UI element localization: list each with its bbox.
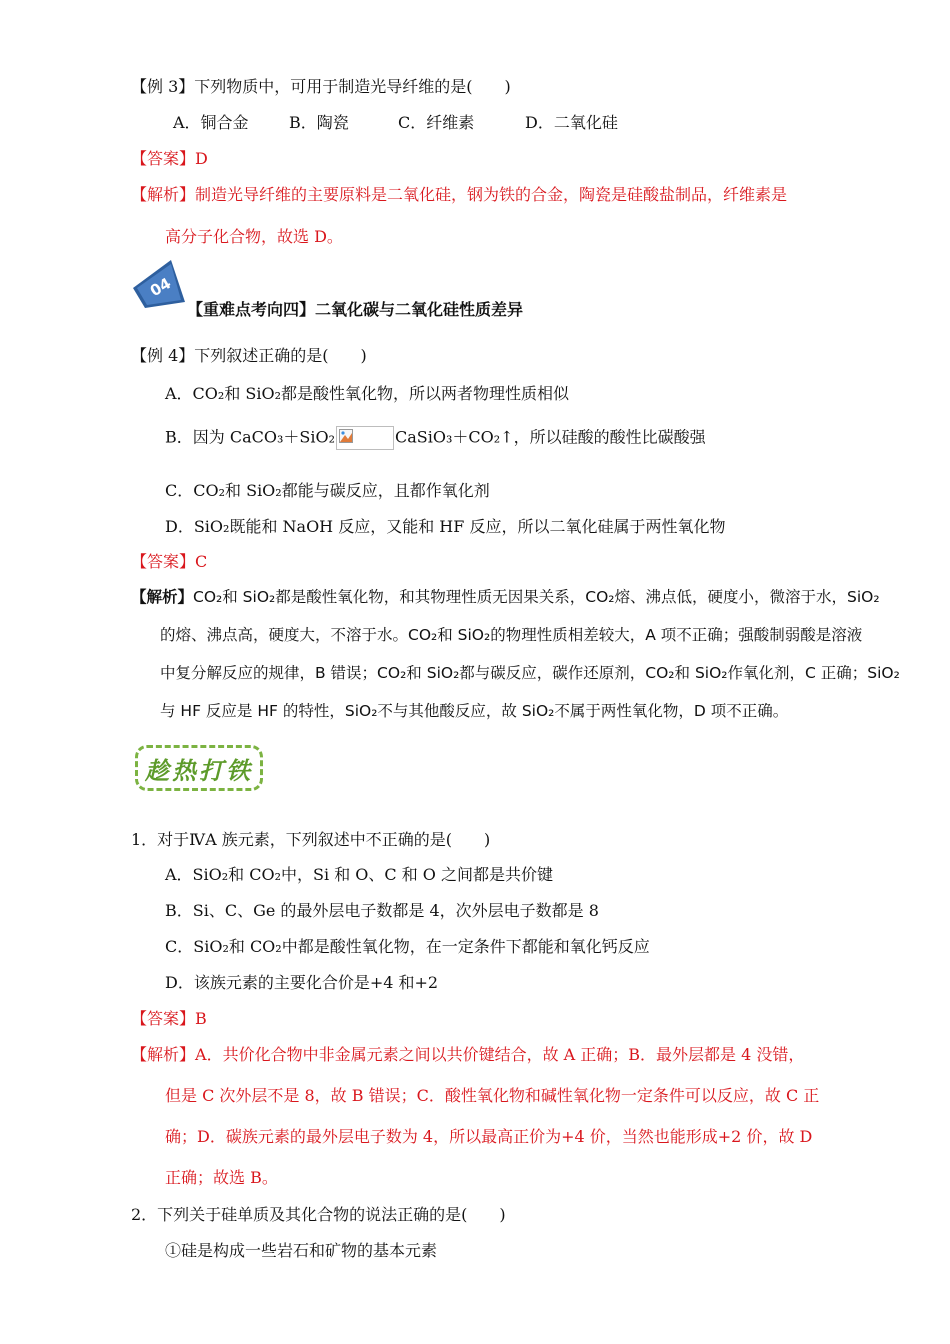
analysis-tag: 【解析】 [131,1045,196,1064]
q2-item-1: ①硅是构成一些岩石和矿物的基本元素 [165,1241,438,1260]
example4-analysis-line1 [131,587,880,607]
analysis-tag: 【解析】 [131,185,196,204]
example4-analysis-line2: 的熔、沸点高，硬度大，不溶于水。CO₂和 SiO₂的物理性质相差较大，A 项不正确；强酸制弱酸是溶液 [160,626,863,644]
analysis-text: 制造光导纤维的主要原料是二氧化硅，钢为铁的合金，陶瓷是硅酸盐制品，纤维素是 [195,185,788,204]
q1-question: 1．对于ⅣA 族元素，下列叙述中不正确的是( ) [131,830,491,849]
q1-analysis-line2: 但是 C 次外层不是 8，故 B 错误；C．酸性氧化物和碱性氧化物一定条件可以反应，故 C 正 [165,1086,820,1105]
example4-option-a: A．CO₂和 SiO₂都是酸性氧化物，所以两者物理性质相似 [165,384,570,403]
example4-analysis-line4: 与 HF 反应是 HF 的特性，SiO₂不与其他酸反应，故 SiO₂不属于两性氧化物，D 项不正确。 [160,702,789,720]
q1-option-b: B．Si、C、Ge 的最外层电子数都是 4，次外层电子数都是 8 [165,901,599,920]
q1-answer: 【答案】B [131,1009,207,1028]
q2-question: 2．下列关于硅单质及其化合物的说法正确的是( ) [131,1205,506,1224]
q1-analysis-line1 [131,1045,804,1065]
example3-option-a: A．铜合金 [173,113,249,132]
section-number-badge [131,258,187,310]
q1-analysis-line4: 正确；故选 B。 [165,1168,278,1187]
example3-option-d: D．二氧化硅 [525,113,618,132]
example3-question: 【例 3】下列物质中，可用于制造光导纤维的是( ) [131,77,511,96]
example4-option-c: C．CO₂和 SiO₂都能与碳反应，且都作氧化剂 [165,481,490,500]
q1-analysis-line3: 确；D．碳族元素的最外层电子数为 4，所以最高正价为+4 价，当然也能形成+2 价，故 D [165,1127,813,1146]
practice-stamp [135,745,263,791]
example3-option-b: B．陶瓷 [289,113,349,132]
badge-number: 04 [146,274,175,301]
q1-option-c: C．SiO₂和 CO₂中都是酸性氧化物，在一定条件下都能和氧化钙反应 [165,937,650,956]
example4-answer: 【答案】C [131,552,208,571]
example3-option-c: C．纤维素 [398,113,475,132]
q1-option-d: D．该族元素的主要化合价是+4 和+2 [165,973,439,992]
broken-image-icon [339,429,353,443]
example3-analysis-line2: 高分子化合物，故选 D。 [165,227,343,246]
example4-question: 【例 4】下列叙述正确的是( ) [131,346,367,365]
option-b-text-post: CaSiO₃＋CO₂↑，所以硅酸的酸性比碳酸强 [395,427,706,447]
analysis-tag: 【解析】 [131,588,194,606]
example4-analysis-line3: 中复分解反应的规律，B 错误；CO₂和 SiO₂都与碳反应，碳作还原剂，CO₂和 SiO₂作氧化剂，C 正确；SiO₂ [160,664,900,682]
example3-analysis [131,185,787,205]
example3-answer: 【答案】D [131,149,208,168]
practice-stamp-text: 趁热打铁 [145,756,253,785]
reaction-condition-image [336,426,394,450]
q1-option-a: A．SiO₂和 CO₂中，Si 和 O、C 和 O 之间都是共价键 [165,865,554,884]
section-title: 【重难点考向四】二氧化碳与二氧化硅性质差异 [187,300,524,319]
analysis-text: A．共价化合物中非金属元素之间以共价键结合，故 A 正确；B．最外层都是 4 没错， [195,1045,805,1064]
example4-option-d: D．SiO₂既能和 NaOH 反应，又能和 HF 反应，所以二氧化硅属于两性氧化物 [165,517,726,536]
option-b-text-pre: B．因为 CaCO₃＋SiO₂ [165,427,336,447]
analysis-text: CO₂和 SiO₂都是酸性氧化物，和其物理性质无因果关系，CO₂熔、沸点低，硬度小，微溶于水，SiO₂ [193,588,880,606]
example4-option-b [165,426,706,450]
